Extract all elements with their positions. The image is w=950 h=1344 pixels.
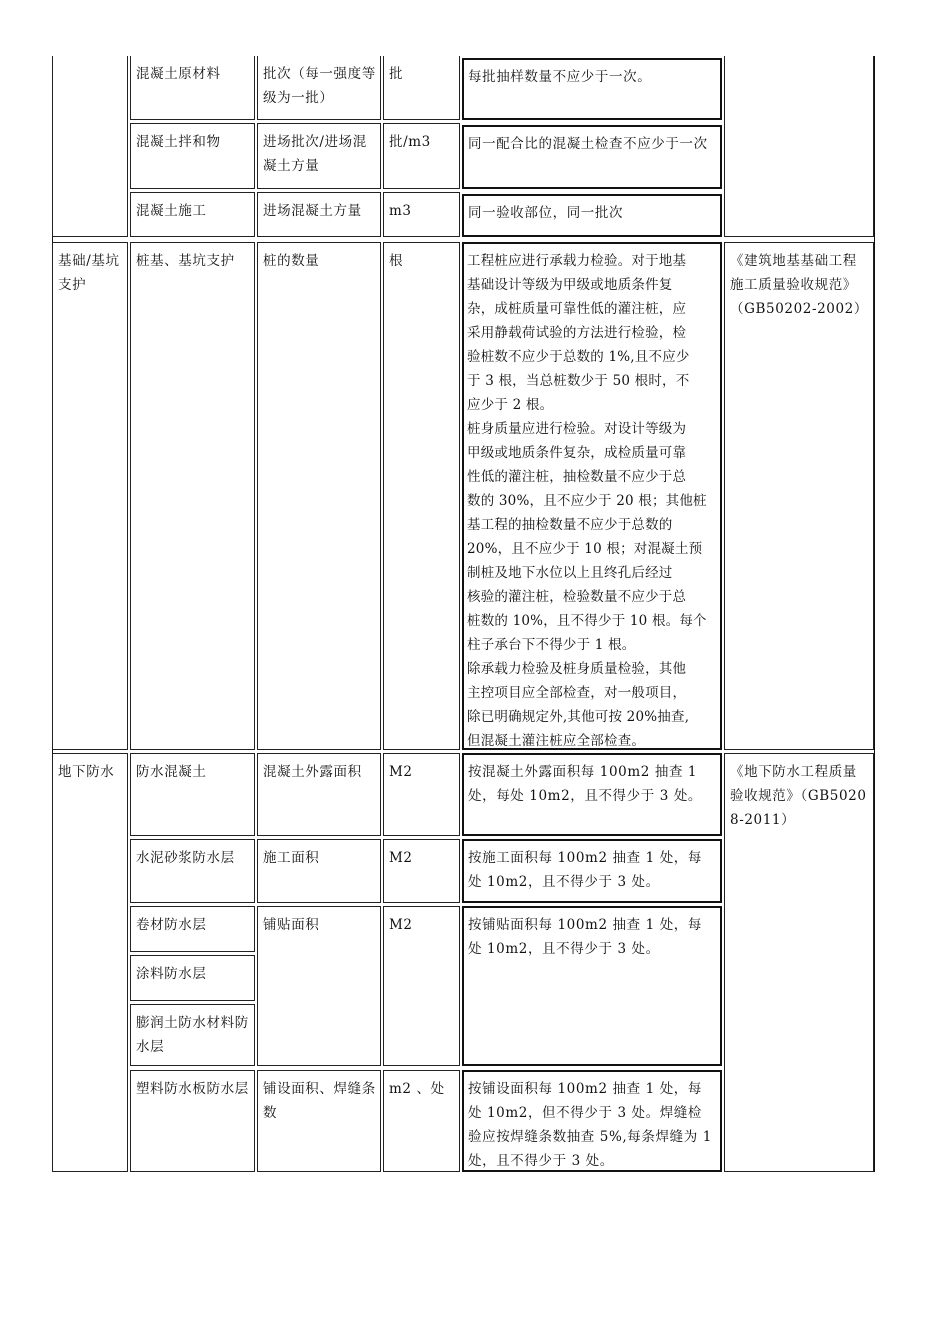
item-text: 涂料防水层 <box>136 966 207 982</box>
table-cell-standard <box>724 242 874 750</box>
rule-text: 按施工面积每 100m2 抽查 1 处，每处 10m2，且不得少于 3 处。 <box>468 850 703 890</box>
rule-line: 但混凝土灌注桩应全部检查。 <box>467 733 646 749</box>
table-cell-rule <box>462 906 722 1066</box>
rule-line: 基础设计等级为甲级或地质条件复 <box>467 277 673 293</box>
basis-text: 进场混凝土方量 <box>263 203 362 219</box>
table-cell-basis <box>257 56 381 120</box>
table-cell-item <box>130 906 255 952</box>
table-cell-item <box>130 1004 255 1066</box>
table-cell-rule <box>462 242 722 750</box>
rule-line: 20%，且不应少于 10 根；对混凝土预 <box>467 541 703 557</box>
basis-text: 混凝土外露面积 <box>263 764 362 780</box>
basis-text: 铺贴面积 <box>263 917 320 933</box>
unit-text: M2 <box>389 917 413 933</box>
rule-line: 基工程的抽检数量不应少于总数的 <box>467 517 673 533</box>
item-text: 卷材防水层 <box>136 917 207 933</box>
table-cell-item <box>130 123 255 189</box>
table-cell-basis <box>257 123 381 189</box>
basis-text: 施工面积 <box>263 850 320 866</box>
table-cell-rule <box>462 125 722 189</box>
table-cell-item <box>130 753 255 836</box>
table-cell-category <box>52 753 128 1172</box>
table-cell-rule <box>462 753 722 836</box>
category-text: 地下防水 <box>58 764 115 780</box>
table-cell-standard <box>724 753 874 1172</box>
rule-line: 杂，成桩质量可靠性低的灌注桩，应 <box>467 301 687 317</box>
table-cell-basis <box>257 839 381 903</box>
unit-text: 根 <box>389 253 404 269</box>
table-cell-category <box>52 242 128 750</box>
rule-line: 采用静载荷试验的方法进行检验，检 <box>467 325 687 341</box>
item-text: 塑料防水板防水层 <box>136 1081 249 1097</box>
rule-line: 于 3 根，当总桩数少于 50 根时，不 <box>467 373 690 389</box>
rule-line: 工程桩应进行承载力检验。对于地基 <box>467 253 687 269</box>
unit-text: m3 <box>389 203 412 219</box>
table-cell-standard-blank <box>724 56 874 237</box>
unit-text: m2 、处 <box>389 1081 445 1097</box>
item-text: 防水混凝土 <box>136 764 207 780</box>
rule-text: 同一配合比的混凝土检查不应少于一次 <box>468 136 708 152</box>
table-cell-unit <box>383 753 460 836</box>
table-cell-basis <box>257 1070 381 1172</box>
rule-line: 桩数的 10%，且不得少于 10 根。每个 <box>467 613 707 629</box>
table-cell-rule <box>462 1070 722 1172</box>
basis-text: 批次（每一强度等级为一批） <box>263 66 376 106</box>
rule-line: 甲级或地质条件复杂，成检质量可靠 <box>467 445 687 461</box>
table-cell-unit <box>383 242 460 750</box>
unit-text: M2 <box>389 850 413 866</box>
rule-text: 按混凝土外露面积每 100m2 抽查 1 处，每处 10m2，且不得少于 3 处。 <box>468 764 703 804</box>
table-cell-unit <box>383 906 460 1066</box>
item-text: 混凝土拌和物 <box>136 134 221 150</box>
basis-text: 铺设面积、焊缝条数 <box>263 1081 376 1121</box>
table-cell-item <box>130 955 255 1001</box>
item-text: 混凝土原材料 <box>136 66 221 82</box>
table-cell-unit <box>383 839 460 903</box>
rule-line: 验桩数不应少于总数的 1%,且不应少 <box>467 349 690 365</box>
table-cell-unit <box>383 192 460 237</box>
basis-text: 进场批次/进场混凝土方量 <box>263 134 367 174</box>
item-text: 水泥砂浆防水层 <box>136 850 235 866</box>
table-cell-rule <box>462 58 722 120</box>
table-cell-category-blank <box>52 56 128 237</box>
table-cell-item <box>130 192 255 237</box>
table-cell-unit <box>383 123 460 189</box>
unit-text: M2 <box>389 764 413 780</box>
item-text: 膨润土防水材料防水层 <box>136 1015 249 1055</box>
category-text: 基础/基坑支护 <box>58 253 120 293</box>
table-cell-basis <box>257 753 381 836</box>
table-cell-unit <box>383 56 460 120</box>
rule-line: 主控项目应全部检查，对一般项目， <box>467 685 687 701</box>
table-cell-unit <box>383 1070 460 1172</box>
table-cell-basis <box>257 192 381 237</box>
item-text: 混凝土施工 <box>136 203 207 219</box>
rule-line: 除已明确规定外,其他可按 20%抽查, <box>467 709 690 725</box>
rule-line: 数的 30%，且不应少于 20 根；其他桩 <box>467 493 707 509</box>
table-cell-item <box>130 56 255 120</box>
rule-line: 应少于 2 根。 <box>467 397 554 413</box>
standard-text: 《地下防水工程质量验收规范》（GB50208-2011） <box>730 764 867 828</box>
table-cell-item <box>130 1070 255 1172</box>
rule-line: 桩身质量应进行检验。对设计等级为 <box>467 421 687 437</box>
table-cell-rule <box>462 194 722 237</box>
rule-text: 每批抽样数量不应少于一次。 <box>468 69 652 85</box>
table-cell-basis <box>257 906 381 1066</box>
rule-line: 除承载力检验及桩身质量检验，其他 <box>467 661 687 677</box>
rule-line: 核验的灌注桩，检验数量不应少于总 <box>467 589 687 605</box>
unit-text: 批 <box>389 66 404 82</box>
table-cell-basis <box>257 242 381 750</box>
table-cell-item <box>130 839 255 903</box>
rule-line: 性低的灌注桩，抽检数量不应少于总 <box>467 469 687 485</box>
unit-text: 批/m3 <box>389 134 431 150</box>
table-cell-rule <box>462 839 722 903</box>
standard-text: 《建筑地基基础工程施工质量验收规范》（GB50202-2002） <box>730 253 868 317</box>
rule-line: 柱子承台下不得少于 1 根。 <box>467 637 636 653</box>
rule-line: 制桩及地下水位以上且终孔后经过 <box>467 565 673 581</box>
basis-text: 桩的数量 <box>263 253 320 269</box>
table-right-rule <box>874 56 875 1172</box>
rule-text: 按铺贴面积每 100m2 抽查 1 处，每处 10m2，且不得少于 3 处。 <box>468 917 703 957</box>
item-text: 桩基、基坑支护 <box>136 253 235 269</box>
rule-text: 按铺设面积每 100m2 抽查 1 处，每处 10m2，但不得少于 3 处。焊缝检验应按焊缝条数抽查 5%,每条焊缝为 1 处，且不得少于 3 处。 <box>468 1081 712 1169</box>
table-cell-item <box>130 242 255 750</box>
rule-text: 同一验收部位，同一批次 <box>468 205 624 221</box>
